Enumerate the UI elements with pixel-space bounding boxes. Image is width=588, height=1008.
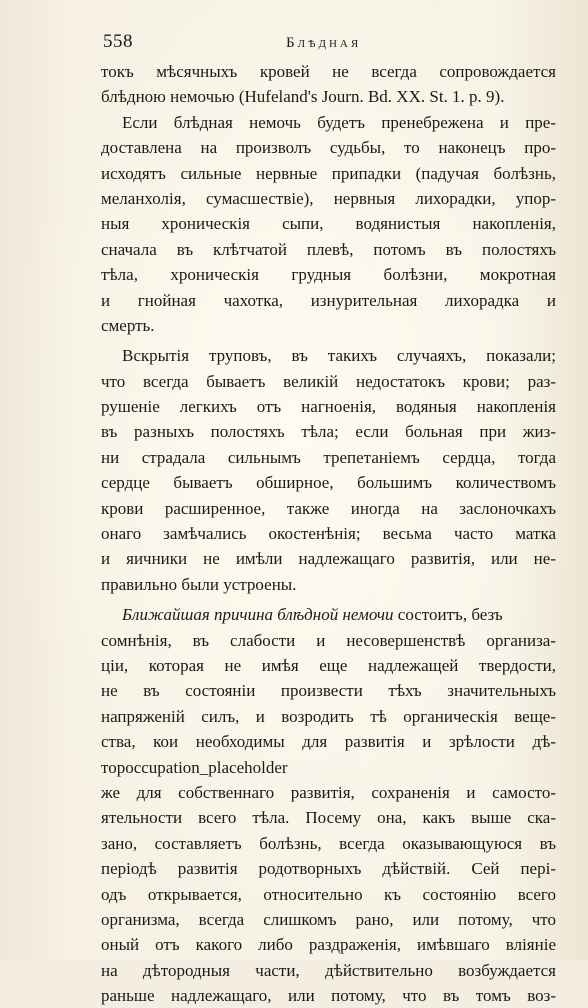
text-line: сомнѣнія, въ слабости и несовершенствѣ организа- xyxy=(101,630,556,650)
italic-lead: Ближайшая причина блѣдной немочи xyxy=(122,605,394,625)
text-line: въ разныхъ полостяхъ тѣла; если больная при жиз- xyxy=(101,422,556,442)
text-line: напряженій силъ, и возродить тѣ органическія веще- xyxy=(101,706,556,726)
text-line: одъ открывается, относительно къ состоянію всего xyxy=(101,884,556,904)
paragraph-4 xyxy=(101,602,556,1008)
text-line xyxy=(101,602,556,627)
text-line: торoccupation_placeholder xyxy=(101,757,288,777)
body-text xyxy=(101,59,556,1008)
paragraph-3 xyxy=(101,343,556,597)
text-line: оный отъ какого либо раздраженія, имѣвшаго вліяніе xyxy=(101,935,556,955)
text-line: правильно были устроены. xyxy=(101,574,297,594)
text-line: токъ мѣсячныхъ кровей не всегда сопровождается xyxy=(101,62,556,81)
text-line: сердце бываетъ обширное, большимъ количествомъ xyxy=(101,473,556,493)
text-line: онаго замѣчались окостенѣнія; весьма часто матка xyxy=(101,524,556,544)
page-header xyxy=(103,32,560,52)
text-line: организма, всегда слишкомъ рано, или потому, что xyxy=(101,909,556,929)
text-line: крови расширенное, также иногда на заслоночкахъ xyxy=(101,498,556,518)
text-line: меланхолія, сумасшествіе), нервныя лихорадки, упор- xyxy=(101,188,556,208)
text-line: періодѣ развитія родотворныхъ дѣйствій. Сей пері- xyxy=(101,859,556,879)
paragraph-1 xyxy=(101,59,556,110)
text-line: зано, составляетъ болѣзнь, всегда оказывающуюся въ xyxy=(101,833,556,853)
text-line: ни страдала сильнымъ трепетаніемъ сердца, тогда xyxy=(101,447,556,467)
text-line: раньше надлежащаго, или потому, что въ томъ воз- xyxy=(101,986,556,1006)
text-line: и гнойная чахотка, изнурительная лихорадка и xyxy=(101,290,556,310)
text-line: блѣдною немочью (Hufeland's Journ. Bd. XX. St. 1. p. 9). xyxy=(101,87,505,107)
text-line: что всегда бываетъ великій недостатокъ крови; раз- xyxy=(101,371,556,391)
running-head: Блѣдная xyxy=(286,35,362,51)
text-line: не въ состояніи произвести тѣхъ значительныхъ xyxy=(101,681,556,701)
text-line: Вскрытія труповъ, въ такихъ случаяхъ, показали; xyxy=(122,346,556,366)
text-line: рушеніе легкихъ отъ нагноенія, водяныя накопленія xyxy=(101,397,556,417)
text-line: и яичники не имѣли надлежащаго развитія, или не- xyxy=(101,549,556,569)
text-line: Если блѣдная немочь будетъ пренебрежена и пре- xyxy=(122,112,556,132)
text-line: ныя хроническія сыпи, водянистыя накопленія, xyxy=(101,214,556,234)
text-line: сначала въ клѣтчатой плевѣ, потомъ въ полостяхъ xyxy=(101,239,556,259)
text-line: исходятъ сильные нервные припадки (падучая болѣзнь, xyxy=(101,163,556,183)
text-line: ятельности всего тѣла. Посему она, какъ выше ска- xyxy=(101,808,556,828)
paragraph-2 xyxy=(101,110,556,339)
text-line: же для собственнаго развитія, сохраненія и самосто- xyxy=(101,782,556,802)
text-line: ціи, которая не имѣя еще надлежащей твердости, xyxy=(101,655,556,675)
page-number: 558 xyxy=(103,31,133,52)
text-line: на дѣтородныя части, дѣйствительно возбуждается xyxy=(101,960,556,980)
text-line: ства, кои необходимы для развитія и зрѣлости дѣ- xyxy=(101,732,556,752)
text-line: смерть. xyxy=(101,315,155,335)
text-line: тѣла, хроническія грудныя болѣзни, мокротная xyxy=(101,265,556,285)
text-run: состоитъ, безъ xyxy=(393,605,503,625)
text-line: доставлена на произволъ судьбы, то наконецъ про- xyxy=(101,138,556,158)
